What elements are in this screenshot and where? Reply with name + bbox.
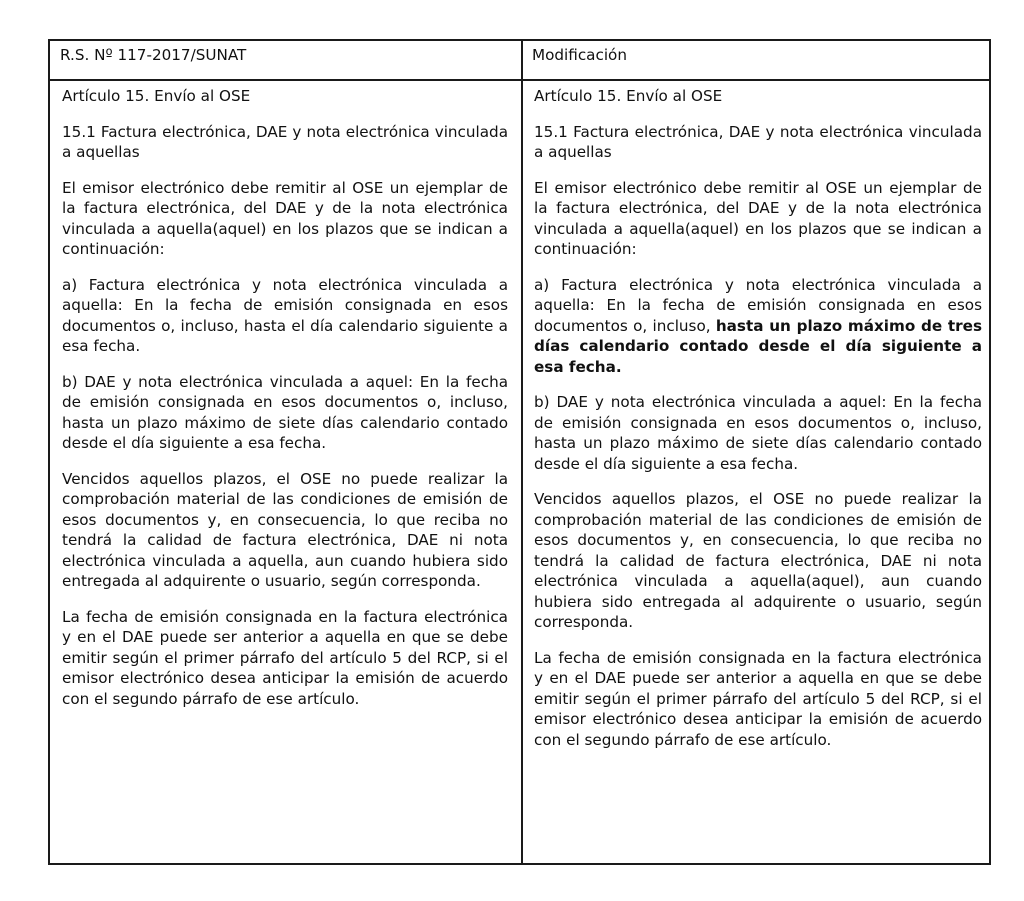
paragraph-a-text: a) Factura electrónica y nota electrónica vinculada a aquella: En la fecha de emisión consignada en esos documentos o, incluso,: [534, 275, 982, 335]
paragraph-a-amended-text: hasta un plazo máximo de tres días calendario contado desde el día siguiente a esa fecha.: [534, 316, 982, 376]
paragraph-b: b) DAE y nota electrónica vinculada a aquel: En la fecha de emisión consignada en esos documentos o, incluso, hasta un plazo máximo de siete días calendario contado desde el día siguiente a esa fecha.: [534, 393, 982, 473]
header-divider: [50, 79, 989, 81]
original-text-column: [62, 86, 508, 724]
header-cell-modification: Modificación: [532, 46, 627, 64]
paragraph-a: a) Factura electrónica y nota electrónica vinculada a aquella: En la fecha de emisión consignada en esos documentos o, incluso, hasta el día calendario siguiente a esa fecha.: [62, 275, 508, 355]
paragraph-intro: El emisor electrónico debe remitir al OSE un ejemplar de la factura electrónica, del DAE y de la nota electrónica vinculada a aquella(aquel) en los plazos que se indican a continuación:: [534, 178, 982, 258]
paragraph-b: b) DAE y nota electrónica vinculada a aquel: En la fecha de emisión consignada en esos documentos o, incluso, hasta un plazo máximo de siete días calendario contado desde el día siguiente a esa fecha.: [62, 372, 508, 452]
column-divider: [521, 41, 523, 863]
paragraph-intro: El emisor electrónico debe remitir al OSE un ejemplar de la factura electrónica, del DAE y de la nota electrónica vinculada a aquella(aquel) en los plazos que se indican a continuación:: [62, 178, 508, 258]
subsection-heading: 15.1 Factura electrónica, DAE y nota electrónica vinculada a aquellas: [534, 122, 982, 161]
article-title: Artículo 15. Envío al OSE: [62, 87, 251, 105]
modified-text-column: [534, 86, 982, 765]
paragraph-issue-date: La fecha de emisión consignada en la factura electrónica y en el DAE puede ser anterior a aquella en que se debe emitir según el primer párrafo del artículo 5 del RCP, si el emisor electrónico desea anticipar la emisión de acuerdo con el segundo párrafo de ese artículo.: [534, 648, 982, 749]
comparison-table: [48, 39, 991, 865]
subsection-heading: 15.1 Factura electrónica, DAE y nota electrónica vinculada a aquellas: [62, 122, 508, 161]
paragraph-issue-date: La fecha de emisión consignada en la factura electrónica y en el DAE puede ser anterior a aquella en que se debe emitir según el primer párrafo del artículo 5 del RCP, si el emisor electrónico desea anticipar la emisión de acuerdo con el segundo párrafo de ese artículo.: [62, 607, 508, 708]
header-cell-original: R.S. Nº 117-2017/SUNAT: [60, 46, 247, 64]
article-title: Artículo 15. Envío al OSE: [534, 87, 723, 105]
paragraph-expiry: Vencidos aquellos plazos, el OSE no puede realizar la comprobación material de las condiciones de emisión de esos documentos y, en consecuencia, lo que reciba no tendrá la calidad de factura electrónica, DAE ni nota electrónica vinculada a aquella, aun cuando hubiera sido entregada al adquirente o usuario, según corresponda.: [62, 469, 508, 590]
paragraph-a: [534, 275, 982, 378]
paragraph-expiry: Vencidos aquellos plazos, el OSE no puede realizar la comprobación material de las condiciones de emisión de esos documentos y, en consecuencia, lo que reciba no tendrá la calidad de factura electrónica, DAE ni nota electrónica vinculada a aquella(aquel), aun cuando hubiera sido entregada al adquirente o usuario, según corresponda.: [534, 490, 982, 631]
